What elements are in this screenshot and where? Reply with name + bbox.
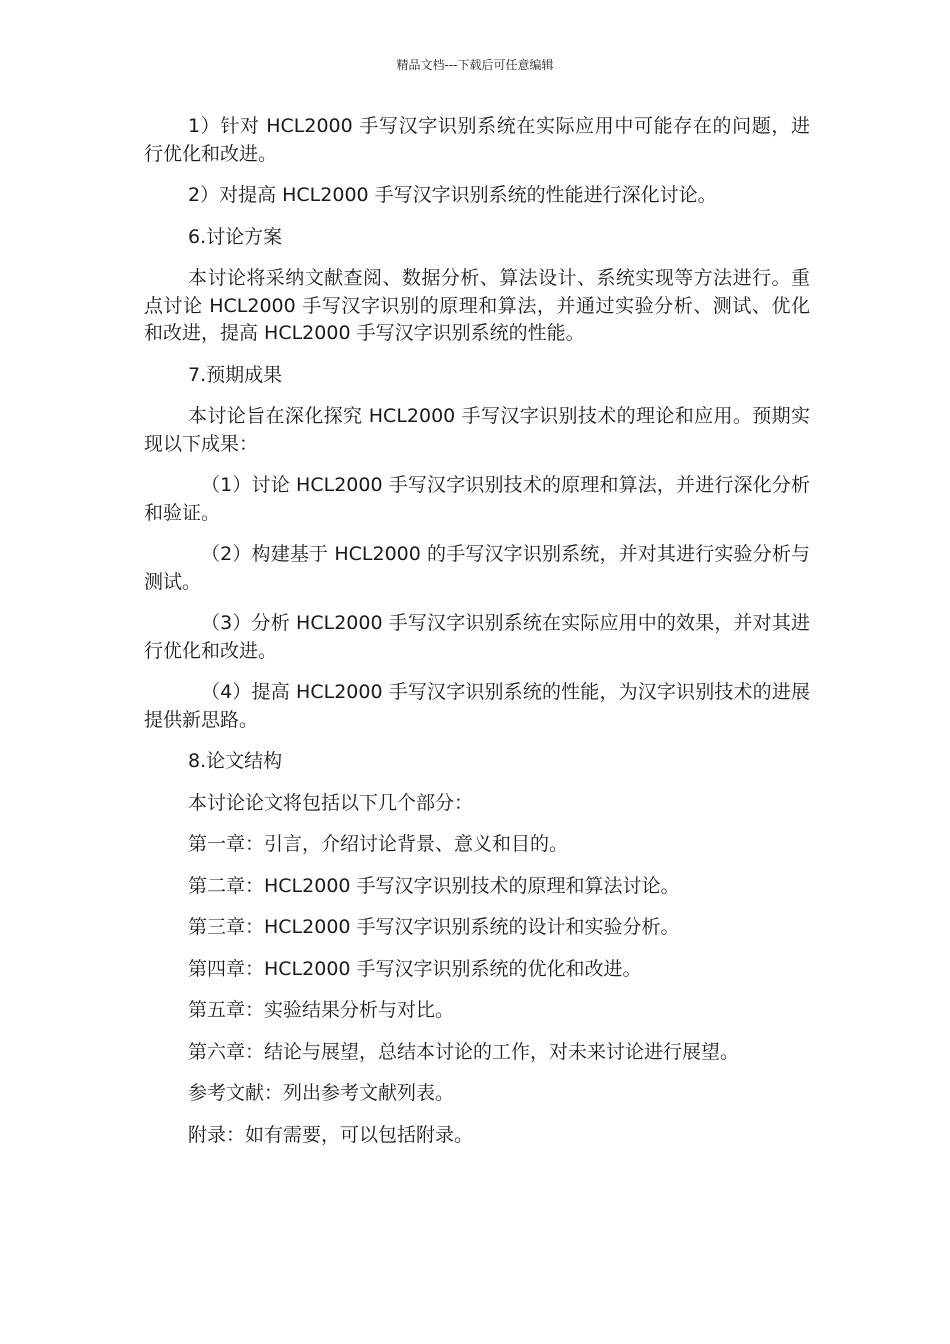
section-heading-6: 6.讨论方案: [188, 225, 283, 248]
chapter-4: 第四章：HCL2000 手写汉字识别系统的优化和改进。: [188, 957, 642, 980]
section-heading-8: 8.论文结构: [188, 750, 283, 772]
appendix-item: 附录：如有需要，可以包括附录。: [188, 1123, 474, 1146]
list-item-result-4: （4）提高 HCL2000 手写汉字识别系统的性能，为汉字识别技术的进展提供新思路。: [144, 681, 810, 731]
chapter-2: 第二章：HCL2000 手写汉字识别技术的原理和算法讨论。: [188, 874, 680, 897]
paragraph-goal-1: 1）针对 HCL2000 手写汉字识别系统在实际应用中可能存在的问题，进行优化和改进。: [144, 115, 810, 165]
document-body: [144, 113, 810, 1163]
chapter-5: 第五章：实验结果分析与对比。: [188, 999, 455, 1021]
list-item-result-1: （1）讨论 HCL2000 手写汉字识别技术的原理和算法，并进行深化分析和验证。: [144, 474, 810, 524]
references-item: 参考文献：列出参考文献列表。: [188, 1082, 455, 1104]
chapter-6: 第六章：结论与展望，总结本讨论的工作，对未来讨论进行展望。: [188, 1040, 740, 1063]
chapter-3: 第三章：HCL2000 手写汉字识别系统的设计和实验分析。: [188, 916, 680, 938]
section-heading-7: 7.预期成果: [188, 363, 283, 386]
paragraph-structure-intro: 本讨论论文将包括以下几个部分：: [188, 791, 474, 814]
paragraph-research-plan: 本讨论将采纳文献查阅、数据分析、算法设计、系统实现等方法进行。重点讨论 HCL2000 手写汉字识别的原理和算法，并通过实验分析、测试、优化和改进，提高 HCL2000 手写汉字识别系统的性能。: [144, 267, 810, 344]
list-item-result-3: （3）分析 HCL2000 手写汉字识别系统在实际应用中的效果，并对其进行优化和改进。: [144, 612, 810, 662]
chapter-1: 第一章：引言，介绍讨论背景、意义和目的。: [188, 833, 569, 855]
page-header: 精品文档---下载后可任意编辑: [396, 58, 554, 72]
list-item-result-2: （2）构建基于 HCL2000 的手写汉字识别系统，并对其进行实验分析与测试。: [144, 543, 810, 593]
paragraph-goal-2: 2）对提高 HCL2000 手写汉字识别系统的性能进行深化讨论。: [188, 184, 717, 206]
paragraph-expected-results: 本讨论旨在深化探究 HCL2000 手写汉字识别技术的理论和应用。预期实现以下成果：: [144, 405, 810, 455]
